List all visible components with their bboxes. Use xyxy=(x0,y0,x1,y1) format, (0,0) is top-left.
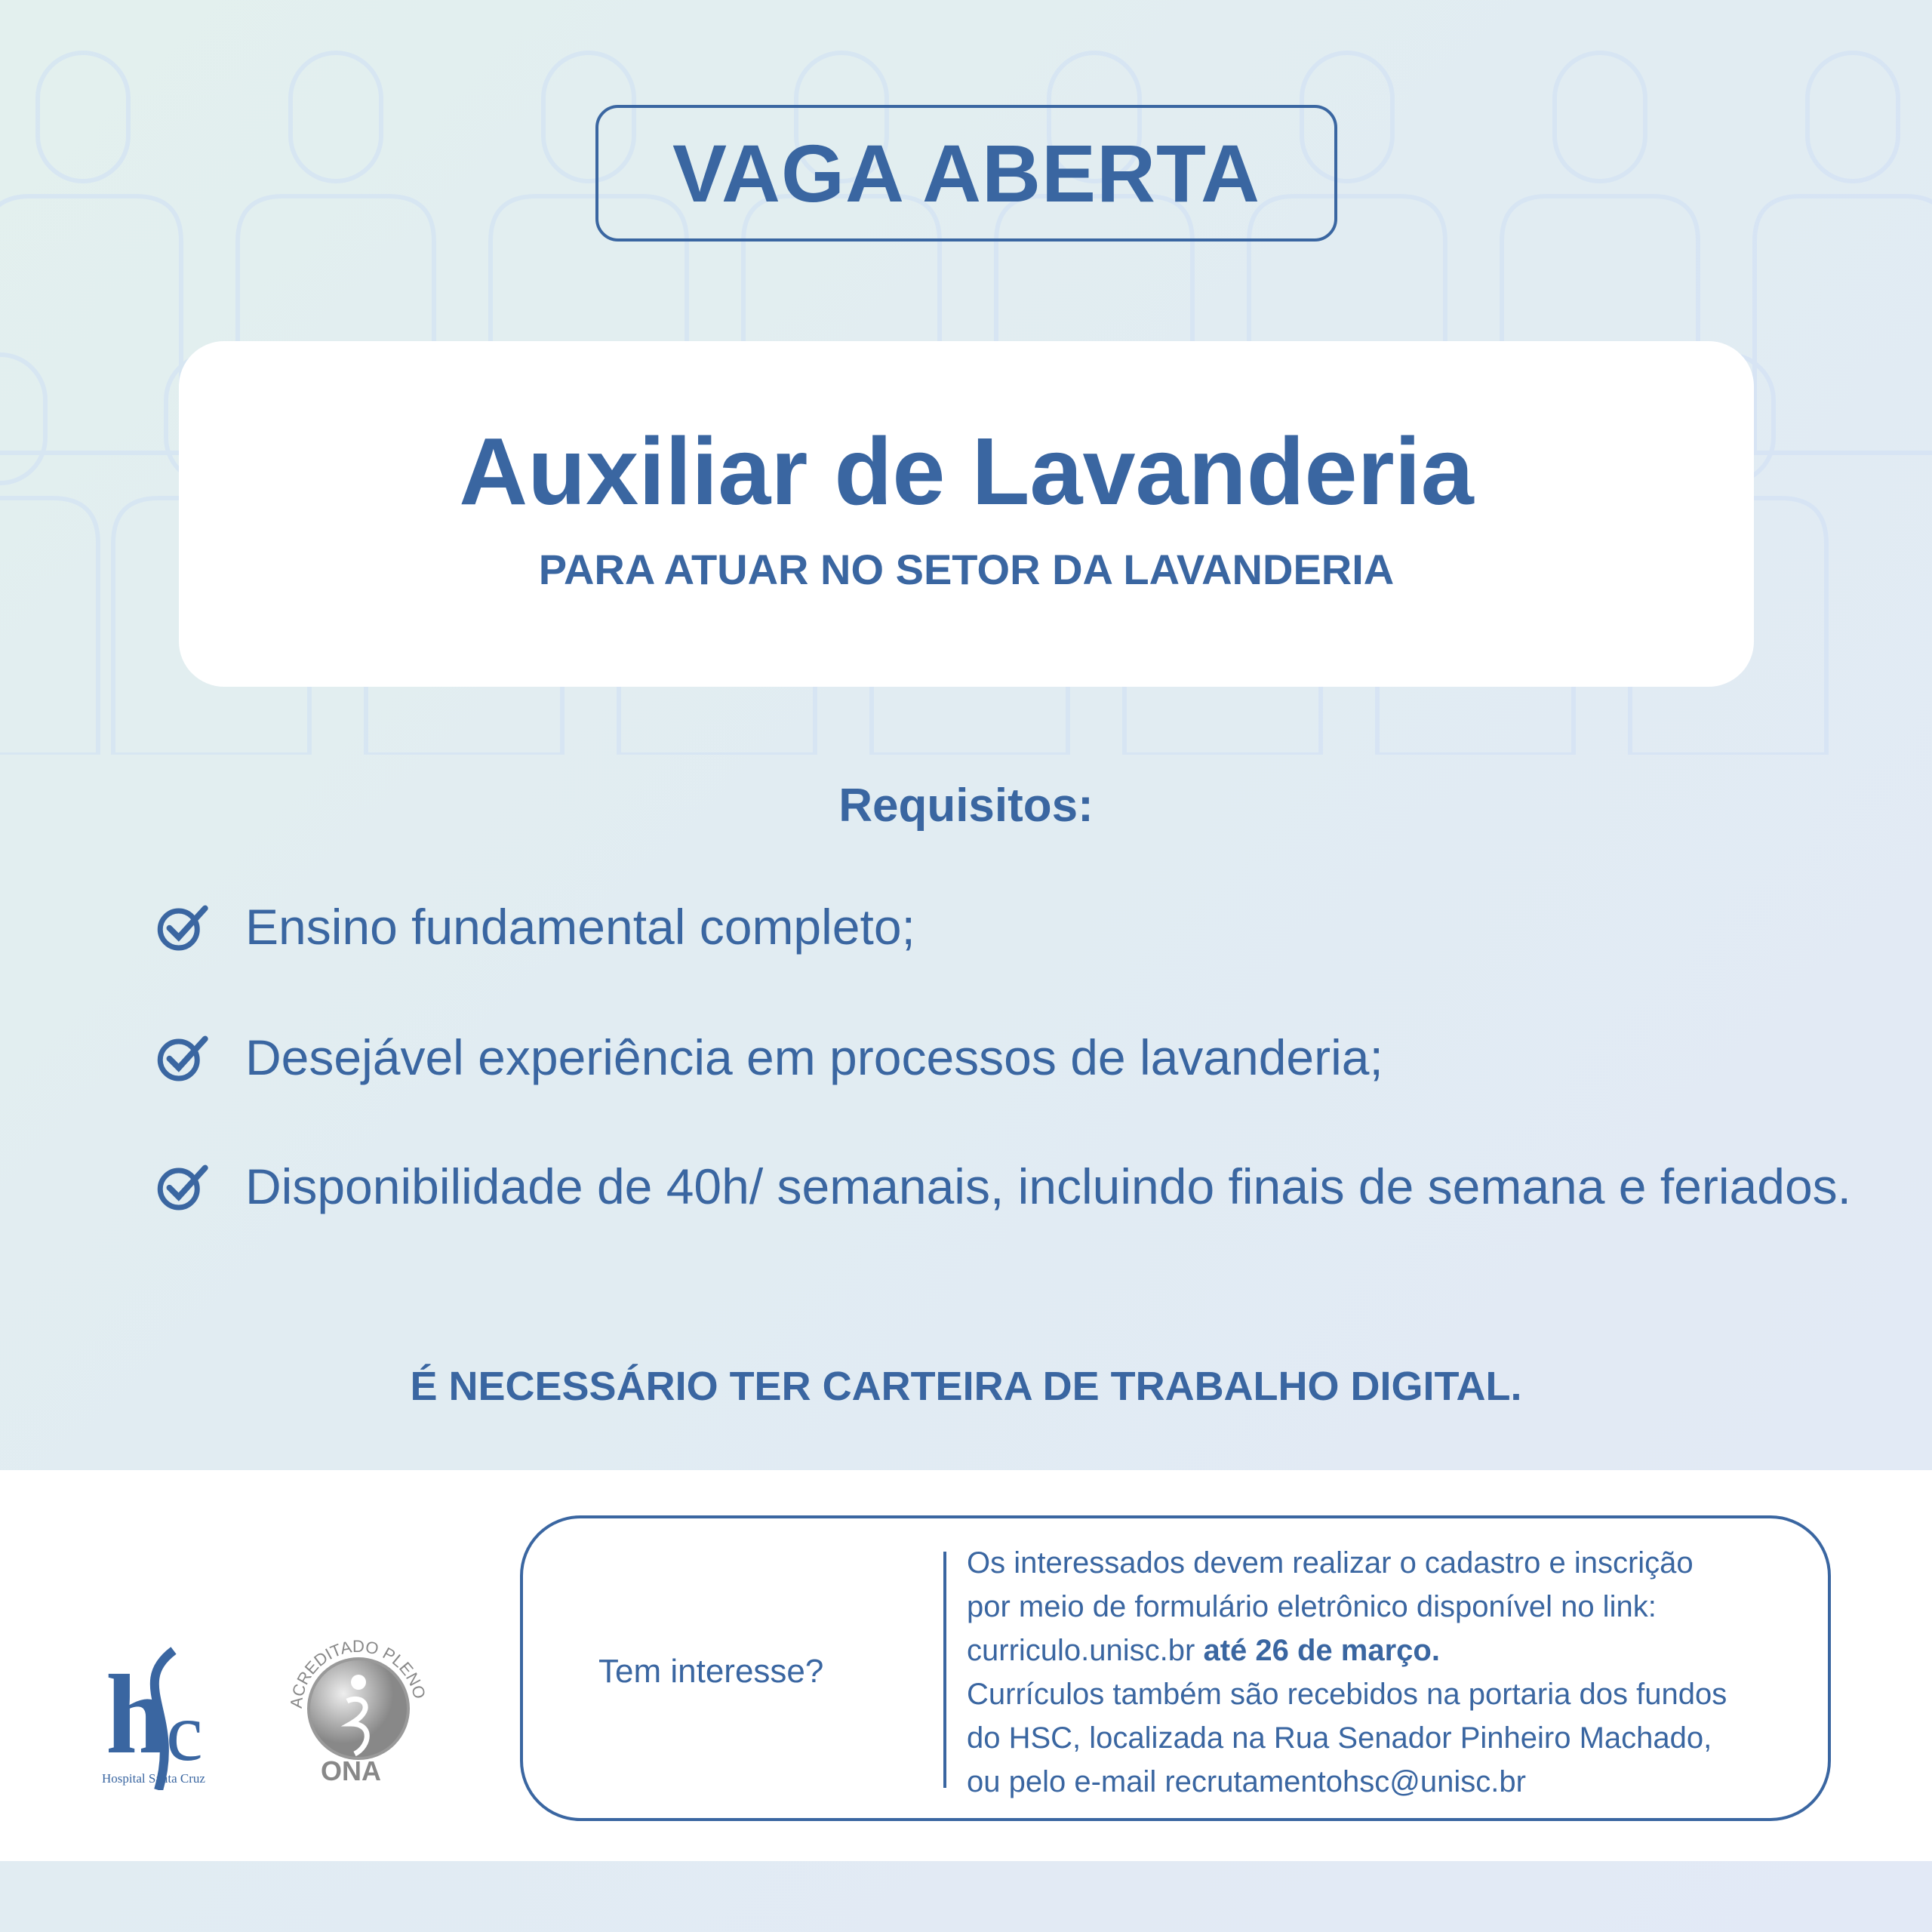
info-line xyxy=(967,1629,1727,1672)
application-link[interactable]: curriculo.unisc.br xyxy=(967,1634,1195,1667)
interest-question: Tem interesse? xyxy=(598,1653,824,1690)
job-subtitle: PARA ATUAR NO SETOR DA LAVANDERIA xyxy=(538,546,1395,593)
requirements-heading: Requisitos: xyxy=(838,780,1094,832)
info-line: Currículos também são recebidos na portaria dos fundos xyxy=(967,1678,1727,1711)
svg-text:ONA: ONA xyxy=(321,1755,381,1784)
check-circle-icon xyxy=(156,900,209,953)
check-circle-icon xyxy=(156,1031,209,1084)
requirement-text: Ensino fundamental completo; xyxy=(245,899,915,955)
job-title: Auxiliar de Lavanderia xyxy=(459,418,1474,525)
person-outline xyxy=(0,355,98,755)
divider xyxy=(943,1552,946,1788)
info-line: ou pelo e-mail recrutamentohsc@unisc.br xyxy=(967,1765,1526,1798)
application-info xyxy=(967,1541,1727,1804)
digital-work-card-note: É NECESSÁRIO TER CARTEIRA DE TRABALHO DIGITAL. xyxy=(410,1364,1522,1409)
requirement-item xyxy=(156,1158,1851,1215)
svg-text:ACREDITADO PLENO: ACREDITADO PLENO xyxy=(287,1636,429,1709)
requirement-text: Desejável experiência em processos de lavanderia; xyxy=(245,1029,1383,1085)
svg-text:c: c xyxy=(166,1686,203,1778)
info-line: do HSC, localizada na Rua Senador Pinheiro Machado, xyxy=(967,1721,1712,1755)
info-line: Os interessados devem realizar o cadastro e inscrição xyxy=(967,1546,1694,1580)
contact-box xyxy=(520,1515,1831,1821)
deadline: até 26 de março. xyxy=(1203,1634,1440,1667)
info-line: por meio de formulário eletrônico disponível no link: xyxy=(967,1590,1657,1623)
person-outline xyxy=(1755,53,1932,453)
hsc-logo xyxy=(98,1639,249,1790)
job-card xyxy=(179,341,1754,687)
requirement-text: Disponibilidade de 40h/ semanais, incluindo finais de semana e feriados. xyxy=(245,1158,1851,1214)
ona-logo xyxy=(287,1633,430,1784)
requirement-item xyxy=(156,898,915,955)
check-circle-icon xyxy=(156,1160,209,1213)
requirement-item xyxy=(156,1029,1383,1086)
svg-text:h: h xyxy=(106,1652,169,1777)
hsc-logo-text: Hospital Santa Cruz xyxy=(102,1771,205,1786)
person-outline xyxy=(0,53,181,453)
vaga-aberta-badge: VAGA ABERTA xyxy=(595,105,1337,242)
